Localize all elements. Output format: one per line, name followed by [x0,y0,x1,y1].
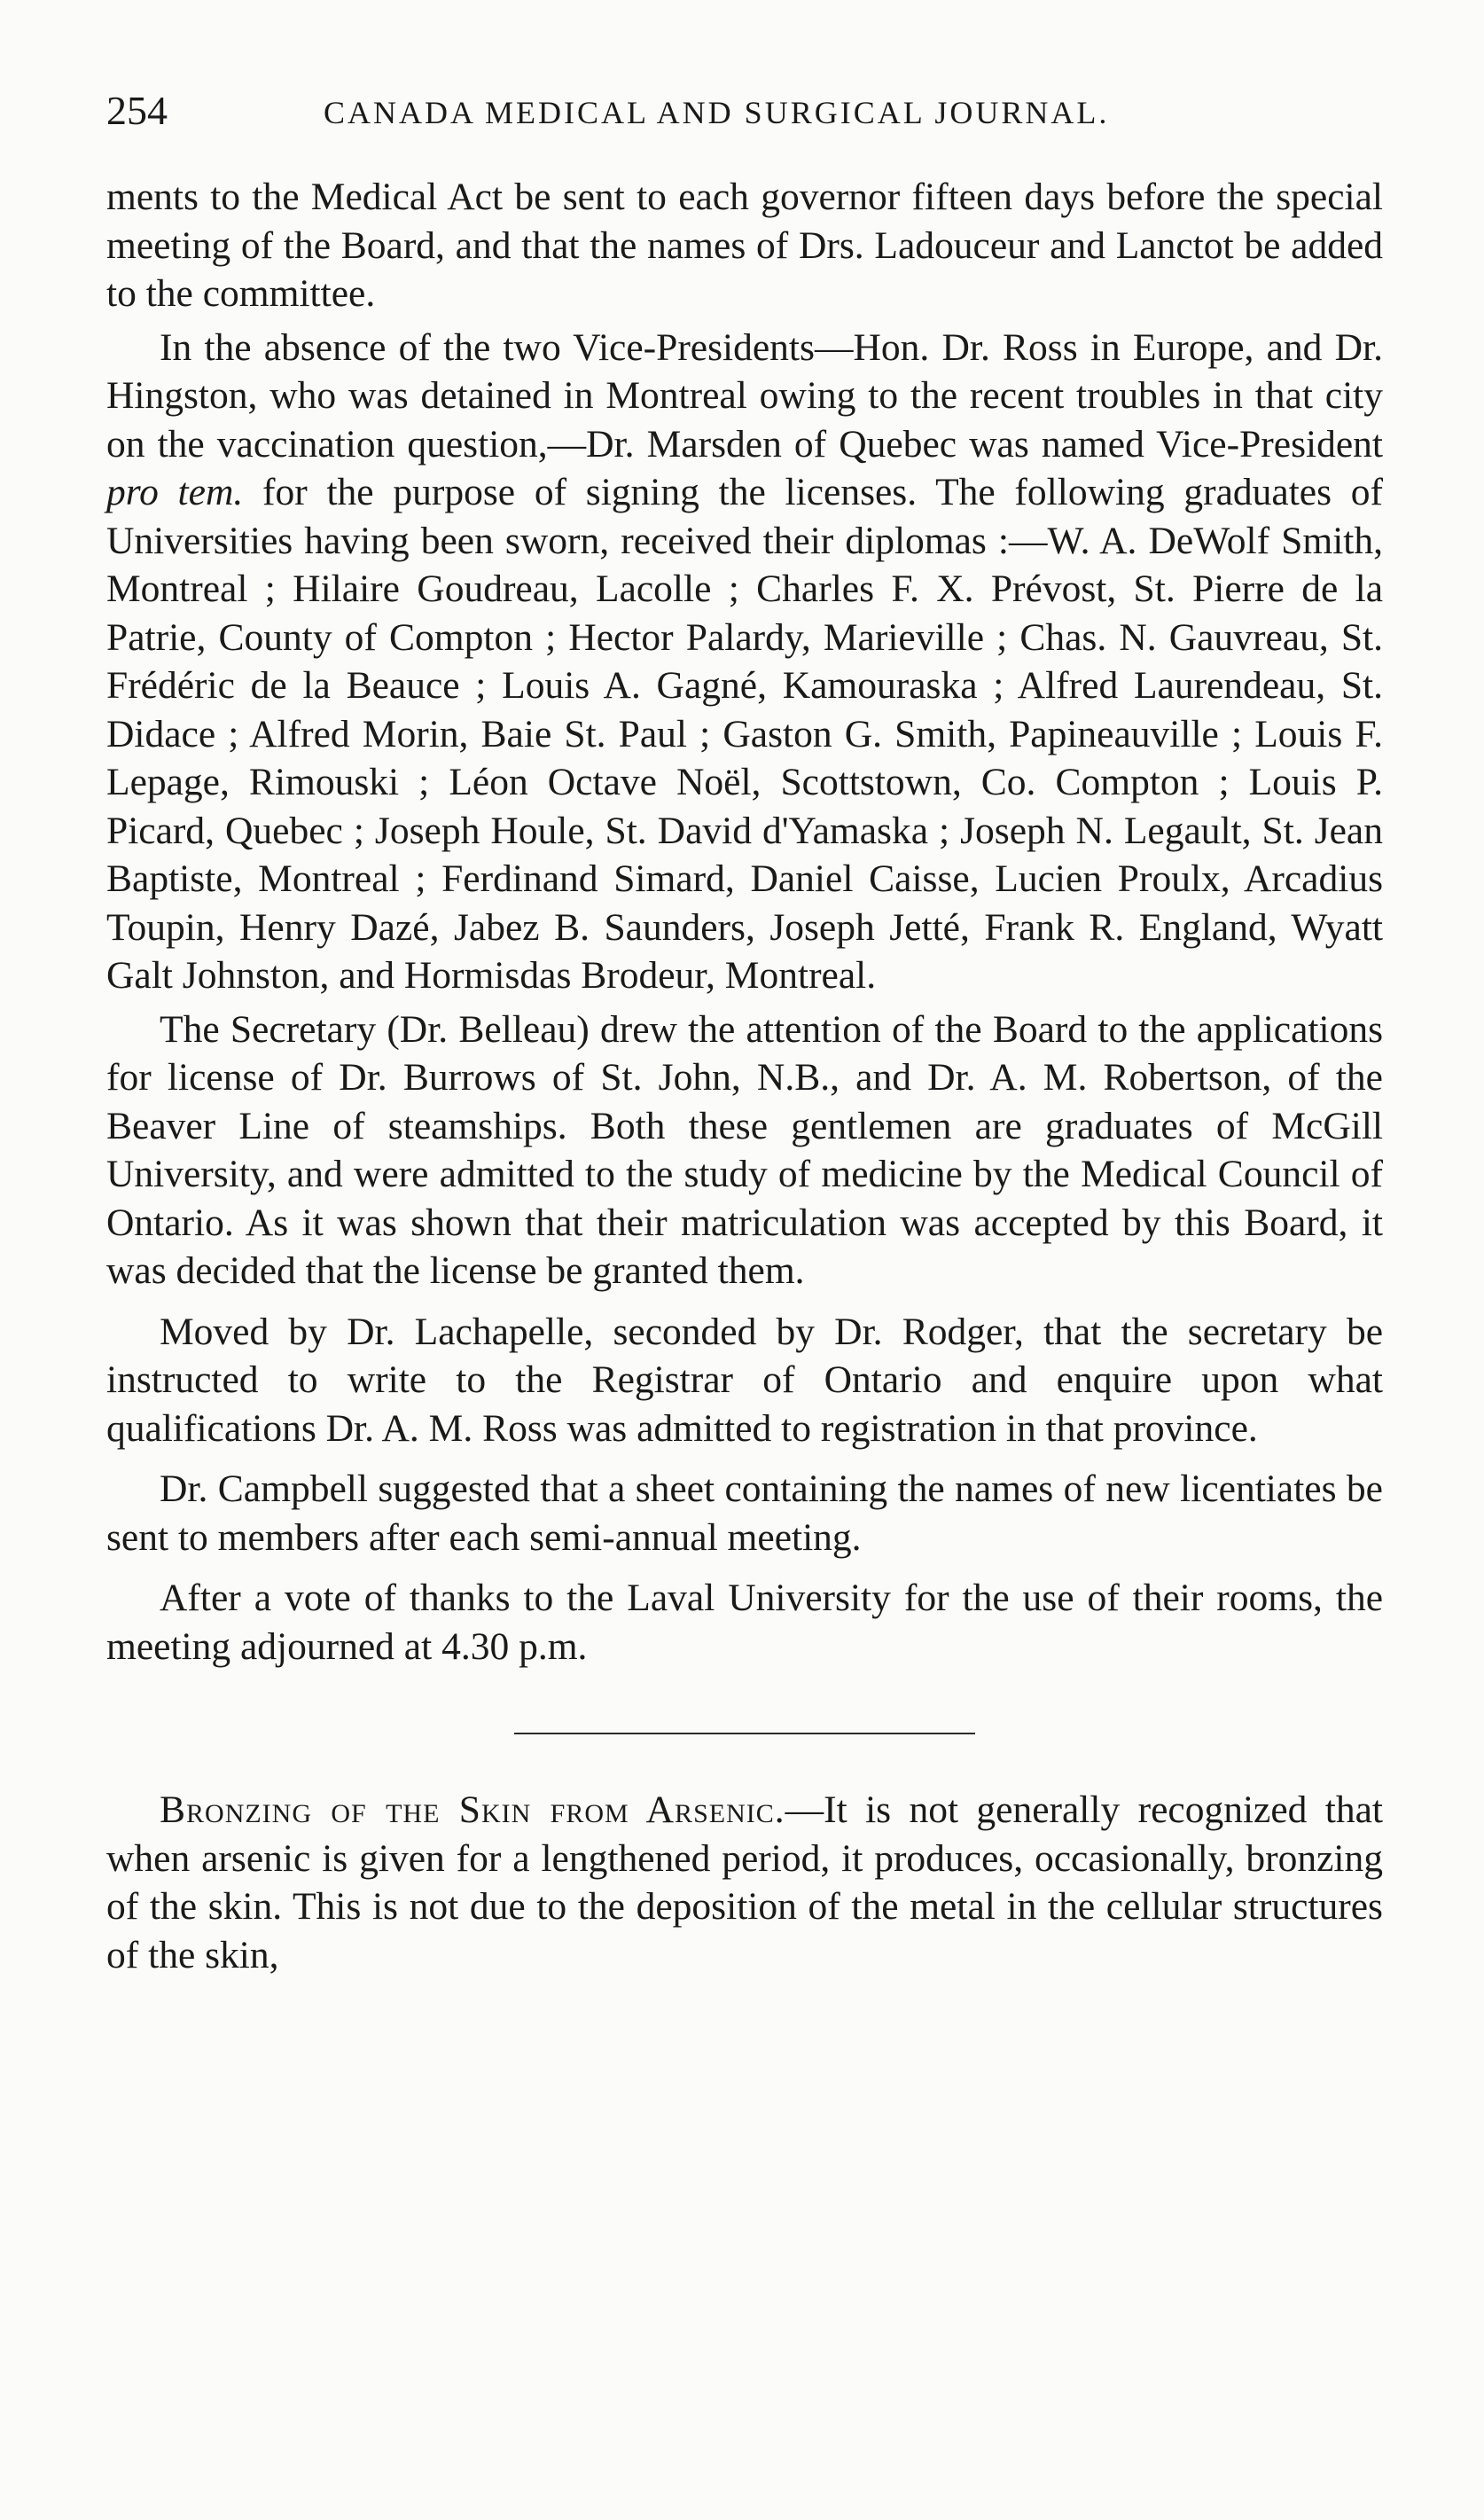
paragraph-campbell: Dr. Campbell suggested that a sheet containing the names of new licentiates be sent to members after each semi-annual meeting. [106,1467,1383,1559]
pro-tem-italic: pro tem. [106,471,244,513]
paragraph-diplomas [106,324,1383,1000]
body-text [106,173,1383,1979]
paragraph-motion: Moved by Dr. Lachapelle, seconded by Dr. Rodger, that the secretary be instructed to write to the Registrar of Ontario and enquire upon what qualifications Dr. A. M. Ross was admitted to registration in that province. [106,1310,1383,1450]
paragraph-committee: ments to the Medical Act be sent to each governor fifteen days before the special meeting of the Board, and that the names of Drs. Ladouceur and Lanctot be added to the committee. [106,176,1383,315]
paragraph-secretary: The Secretary (Dr. Belleau) drew the attention of the Board to the applications for license of Dr. Burrows of St. John, N.B., and Dr. A. M. Robertson, of the Beaver Line of steamships. Both these gentlemen are graduates of McGill University, and were admitted to the study of medicine by the Medical Council of Ontario. As it was shown that their matriculation was accepted by this Board, it was decided that the license be granted them. [106,1007,1383,1292]
journal-title: CANADA MEDICAL AND SURGICAL JOURNAL. [324,95,1110,130]
article-text: —It is not generally recognized that when arsenic is given for a lengthened period, it produces, occasionally, bronzing of the skin. This is not due to the deposition of the metal in the cellular structures of the skin, [106,1788,1383,1976]
paragraph-diplomas-rest: for the purpose of signing the licenses. The following graduates of Universities having been sworn, received their diplomas :—W. A. DeWolf Smith, Montreal ; Hilaire Goudreau, Lacolle ; Charles F. X. Prévost, St. Pierre de la Patrie, County of Compton ; Hector Palardy, Marieville ; Chas. N. Gauvreau, St. Frédéric de la Beauce ; Louis A. Gagné, Kamouraska ; Alfred Laurendeau, St. Didace ; Alfred Morin, Baie St. Paul ; Gaston G. Smith, Papineauville ; Louis F. Lepage, Rimouski ; Léon Octave Noël, Scottstown, Co. Compton ; Louis P. Picard, Quebec ; Joseph Houle, St. David d'Yamaska ; Joseph N. Legault, St. Jean Baptiste, Montreal ; Ferdinand Simard, Daniel Caisse, Lucien Proulx, Arcadius Toupin, Henry Dazé, Jabez B. Saunders, Joseph Jetté, Frank R. England, Wyatt Galt Johnston, and Hormisdas Brodeur, Montreal. [106,471,1383,997]
article-bronzing [106,1786,1383,1979]
section-divider [514,1733,975,1734]
page-number: 254 [106,88,168,133]
running-head [106,84,1383,137]
paragraph-diplomas-start: In the absence of the two Vice-Presidents—Hon. Dr. Ross in Europe, and Dr. Hingston, who was detained in Montreal owing to the recent troubles in that city on the vaccination question,—Dr. Marsden of Quebec was named Vice-President [106,325,1383,466]
article-heading: Bronzing of the Skin from Arsenic. [160,1788,785,1831]
paragraph-adjourned: After a vote of thanks to the Laval University for the use of their rooms, the meeting adjourned at 4.30 p.m. [106,1577,1383,1668]
